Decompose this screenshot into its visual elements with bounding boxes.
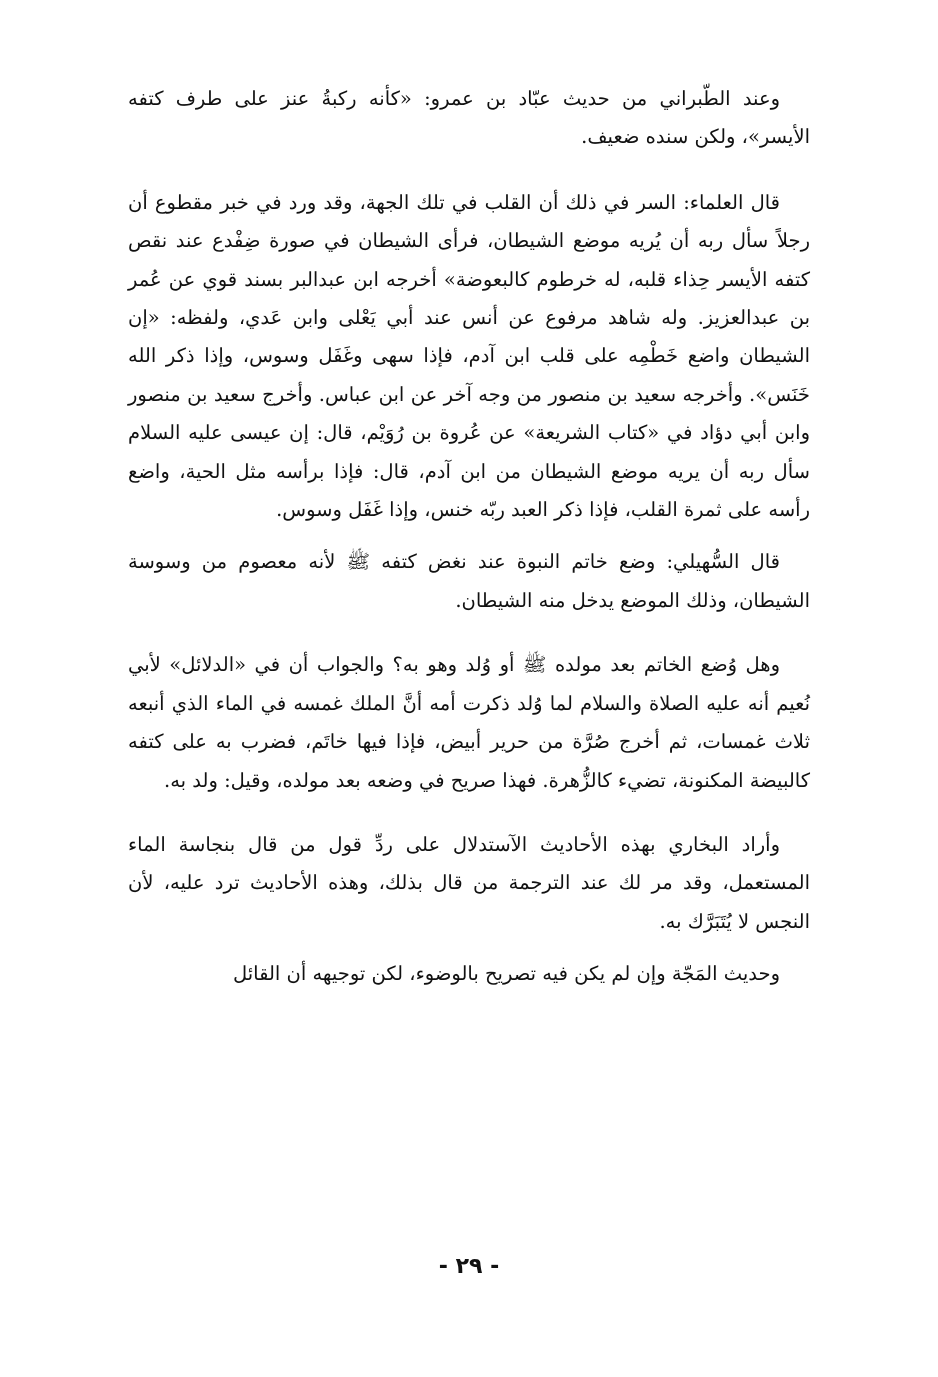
paragraph-scholars-explanation: قال العلماء: السر في ذلك أن القلب في تلك الجهة، وقد ورد في خبر مقطوع أن رجلاً سأل ربه أن يُريه موضع الشيطان، فرأى الشيطان في صورة ضِفْدع عند نقص كتفه الأيسر حِذاء قلبه، له خرطوم كالبعوضة» أخرجه ابن عبدالبر بسند قوي عن عُمر بن عبدالعزيز. وله شاهد مرفوع عن أنس عند أبي يَعْلى وابن عَدي، ولفظه: «إن الشيطان واضع خَطْمِه على قلب ابن آدم، فإذا سهى وغَفَل وسوس، وإذا ذكر الله خَنَس». وأخرجه سعيد بن منصور من وجه آخر عن ابن عباس. وأخرج سعيد بن منصور وابن أبي دؤاد في «كتاب الشريعة» عن عُروة بن رُوَيْم، قال: إن عيسى عليه السلام سأل ربه أن يريه موضع الشيطان من ابن آدم، قال: فإذا برأسه مثل الحية، واضع رأسه على ثمرة القلب، فإذا ذكر العبد ربّه خنس، وإذا غَفَل وسوس. bbox=[128, 190, 810, 522]
page-body bbox=[128, 80, 810, 994]
paragraph-majja-hadith: وحديث المَجّة وإن لم يكن فيه تصريح بالوضوء، لكن توجيهه أن القائل bbox=[232, 962, 780, 986]
paragraph-bukhari-intent: وأراد البخاري بهذه الأحاديث الآستدلال على ردِّ قول من قال بنجاسة الماء المستعمل، وقد مر لك عند الترجمة من قال بذلك، وهذه الأحاديث ترد عليه، لأن النجس لا يُتَبَرَّك به. bbox=[128, 832, 810, 933]
paragraph-tabarani-hadith: وعند الطّبراني من حديث عبّاد بن عمرو: «كأنه ركبةُ عنز على طرف كتفه الأيسر»، ولكن سنده ضعيف. bbox=[128, 87, 810, 149]
paragraph-seal-placement: وهل وُضع الخاتم بعد مولده ﷺ أو وُلد وهو به؟ والجواب أن في «الدلائل» لأبي نُعيم أنه عليه الصلاة والسلام لما وُلد ذكرت أمه أنَّ الملك غمسه في الماء الذي أنبعه ثلاث غمسات، ثم أخرج صُرَّة من حرير أبيض، فإذا فيها خاتَم، فضرب به على كتفه كالبيضة المكنونة، تضيء كالزُّهرة. فهذا صريح في وضعه بعد مولده، وقيل: ولد به. bbox=[128, 653, 810, 792]
page-number: - ٢٩ - bbox=[438, 1254, 500, 1279]
paragraph-suhayli-note: قال السُّهيلي: وضع خاتم النبوة عند نغض كتفه ﷺ لأنه معصوم من وسوسة الشيطان، وذلك الموضع يدخل منه الشيطان. bbox=[128, 550, 810, 612]
